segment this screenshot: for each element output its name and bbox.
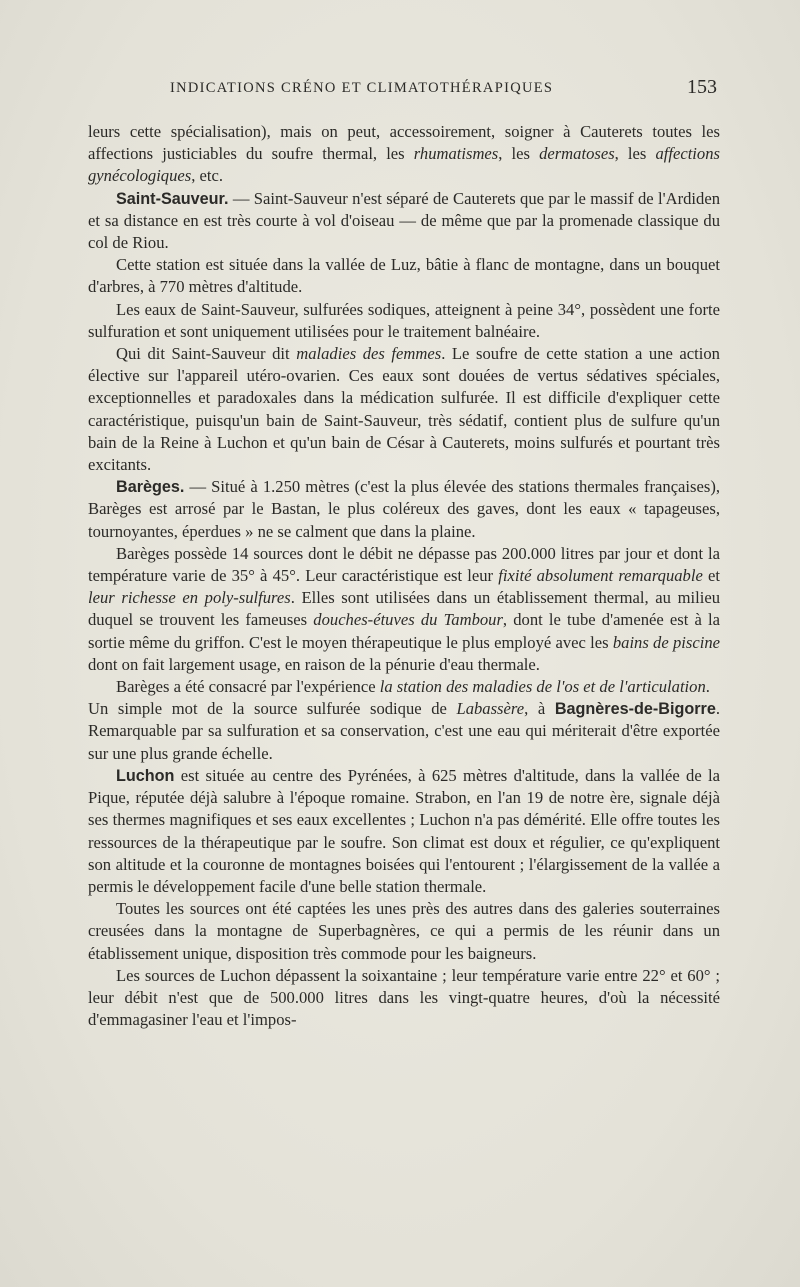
paragraph	[88, 965, 720, 1032]
italic-phrase: douches-étuves du Tambour	[313, 610, 503, 630]
text-run: . Elles sont utilisées dans un établissement thermal, au milieu duquel se trouvent les fameuses	[88, 588, 720, 630]
paragraph	[88, 698, 720, 765]
text-run: et	[702, 566, 720, 586]
place-heading: Luchon	[116, 766, 175, 785]
place-heading: Saint-Sauveur.	[116, 189, 229, 208]
text-run: dont on fait largement usage, en raison de la pénurie d'eau thermale.	[88, 654, 540, 674]
paragraph	[88, 898, 720, 965]
paragraph	[88, 121, 720, 188]
text-run: Un simple mot de la source sulfurée sodique de	[88, 699, 457, 719]
text-run: Les eaux de Saint-Sauveur, sulfurées sodiques, atteignent à peine 34°, possèdent une forte sulfuration et sont uniquement utilisées pour le traitement balnéaire.	[88, 299, 720, 341]
italic-phrase: fixité absolument remarquable	[498, 566, 703, 586]
running-header	[170, 76, 717, 104]
text-run: — Situé à 1.250 mètres (c'est la plus élevée des stations thermales françaises), Barèges est arrosé par le Bastan, le plus coléreux des gaves, dont les eaux « tapageuses, tournoyantes, éperdues » ne se calment que dans la plaine.	[88, 477, 720, 541]
page-number: 153	[687, 76, 717, 98]
text-run: , les	[498, 144, 540, 164]
text-run: , les	[614, 144, 656, 164]
body-text	[88, 121, 720, 1031]
italic-phrase: affections gynécologiques	[88, 144, 720, 186]
text-run: Qui dit Saint-Sauveur dit	[116, 344, 297, 364]
text-run: . Le soufre de cette station a une action élective sur l'appareil utéro-ovarien. Ces eaux sont douées de vertus sédatives spéciales, exceptionnelles et paradoxales dans la médication sulfurée. Il est difficile d'expliquer cette caractéristique, puisqu'un bain de Saint-Sauveur, très sédatif, contient plus de sulfure qu'un bain de la Reine à Luchon et qu'un bain de César à Cauterets, moins sulfurés et pourtant très excitants.	[88, 344, 720, 475]
text-run: . Remarquable par sa sulfuration et sa conservation, c'est une eau qui mériterait d'être exportée sur une plus grande échelle.	[88, 699, 720, 763]
text-run: Barèges a été consacré par l'expérience	[116, 677, 380, 697]
paragraph	[88, 343, 720, 476]
text-run: .	[705, 677, 710, 697]
paragraph	[88, 676, 720, 698]
text-run: Barèges possède 14 sources dont le débit ne dépasse pas 200.000 litres par jour et dont la température varie de 35° à 45°. Leur caractéristique est leur	[88, 543, 720, 586]
text-run: , dont le tube d'amenée est à la sortie même du griffon. C'est le moyen thérapeutique le plus employé avec les	[88, 610, 720, 652]
paragraph	[88, 299, 720, 343]
paragraph	[88, 476, 720, 543]
italic-phrase: la station des maladies de l'os et de l'articulation	[379, 677, 706, 697]
italic-phrase: rhumatismes	[413, 144, 499, 164]
italic-phrase: Labassère	[456, 699, 525, 719]
paragraph	[88, 188, 720, 255]
running-head-title: INDICATIONS CRÉNO ET CLIMATOTHÉRAPIQUES	[170, 80, 554, 96]
text-run: — Saint-Sauveur n'est séparé de Cauterets que par le massif de l'Ardiden et sa distance en est très courte à vol d'oiseau — de même que par la promenade classique du col de Riou.	[88, 188, 720, 253]
italic-phrase: leur richesse en poly-sulfures	[88, 588, 291, 608]
text-run: Toutes les sources ont été captées les unes près des autres dans des galeries souterraines creusées dans la montagne de Superbagnères, ce qui a permis de les réunir dans un établissement unique, disposition très commode pour les baigneurs.	[88, 899, 720, 963]
text-run: Cette station est située dans la vallée de Luz, bâtie à flanc de montagne, dans un bouquet d'arbres, à 770 mètres d'altitude.	[88, 255, 720, 297]
italic-phrase: maladies des femmes	[296, 344, 442, 364]
text-run: leurs cette spécialisation), mais on peut, accessoirement, soigner à Cauterets toutes les affections justiciables du soufre thermal, les	[88, 122, 720, 164]
paragraph	[88, 765, 720, 898]
place-heading: Bagnères-de-Bigorre	[554, 700, 716, 719]
italic-phrase: dermatoses	[539, 144, 615, 164]
text-run: Les sources de Luchon dépassent la soixantaine ; leur température varie entre 22° et 60° ; leur débit n'est que de 500.000 litres dans les vingt-quatre heures, d'où la nécessité d'emmagasiner l'eau et l'impos-	[88, 965, 720, 1030]
text-run: , etc.	[191, 166, 224, 186]
place-heading: Barèges.	[116, 478, 185, 497]
text-run: , à	[524, 699, 555, 719]
text-run: est située au centre des Pyrénées, à 625 mètres d'altitude, dans la vallée de la Pique, réputée déjà salubre à l'époque romaine. Strabon, en l'an 19 de notre ère, signale déjà ses thermes magnifiques et ses eaux excellentes ; Luchon n'a pas démérité. Elle offre toutes les ressources de la thérapeutique par le soufre. Son climat est doux et régulier, ce qu'expliquent son altitude et la couronne de montagnes boisées qui l'entourent ; l'élargissement de la vallée a permis le développement facile d'une belle station thermale.	[88, 765, 720, 896]
italic-phrase: bains de piscine	[612, 632, 720, 652]
paragraph	[88, 543, 720, 676]
paragraph	[88, 254, 720, 298]
